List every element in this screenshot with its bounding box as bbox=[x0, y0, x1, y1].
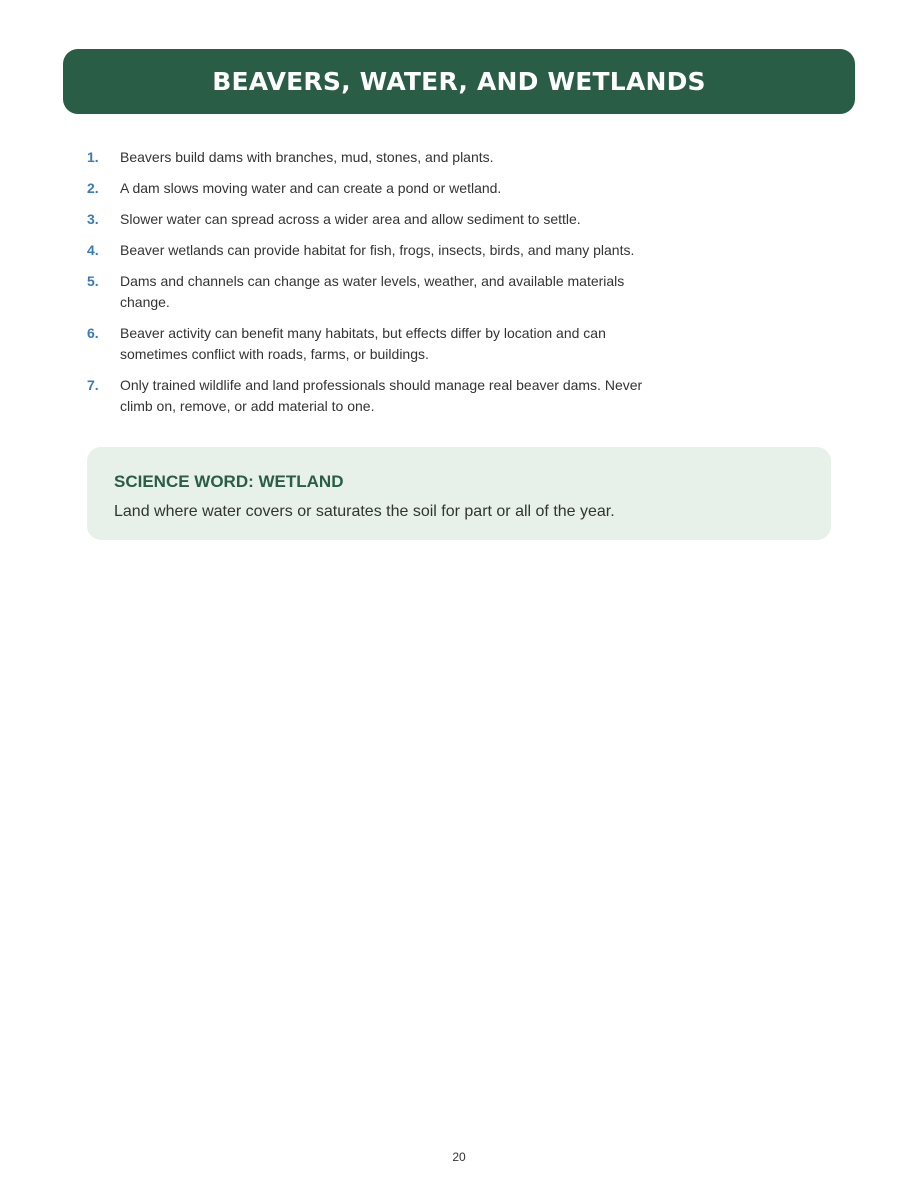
list-item bbox=[87, 240, 647, 261]
science-word-definition: Land where water covers or saturates the soil for part or all of the year. bbox=[114, 503, 615, 520]
step-number: 4. bbox=[87, 242, 99, 258]
step-number: 1. bbox=[87, 149, 99, 165]
step-number: 6. bbox=[87, 325, 99, 341]
step-text: Only trained wildlife and land professionals should manage real beaver dams. Never climb on, remove, or add material to one. bbox=[120, 377, 643, 414]
title-banner bbox=[63, 49, 855, 114]
list-item bbox=[87, 178, 647, 199]
science-word-heading: SCIENCE WORD: WETLAND bbox=[114, 472, 344, 491]
list-item bbox=[87, 209, 647, 230]
step-text: Slower water can spread across a wider area and allow sediment to settle. bbox=[120, 211, 581, 227]
page-title: BEAVERS, WATER, AND WETLANDS bbox=[212, 67, 706, 96]
list-item bbox=[87, 147, 647, 168]
step-number: 5. bbox=[87, 273, 99, 289]
list-item bbox=[87, 271, 647, 313]
step-number: 3. bbox=[87, 211, 99, 227]
list-item bbox=[87, 323, 647, 365]
list-item bbox=[87, 375, 647, 417]
steps-list bbox=[87, 147, 647, 427]
step-text: A dam slows moving water and can create a pond or wetland. bbox=[120, 180, 502, 196]
step-number: 2. bbox=[87, 180, 99, 196]
step-text: Dams and channels can change as water levels, weather, and available materials change. bbox=[120, 273, 625, 310]
step-text: Beaver activity can benefit many habitats, but effects differ by location and can sometimes conflict with roads, farms, or buildings. bbox=[120, 325, 606, 362]
step-text: Beavers build dams with branches, mud, stones, and plants. bbox=[120, 149, 494, 165]
science-word-box bbox=[87, 447, 831, 540]
step-number: 7. bbox=[87, 377, 99, 393]
step-text: Beaver wetlands can provide habitat for fish, frogs, insects, birds, and many plants. bbox=[120, 242, 635, 258]
page-number: 20 bbox=[452, 1150, 466, 1164]
